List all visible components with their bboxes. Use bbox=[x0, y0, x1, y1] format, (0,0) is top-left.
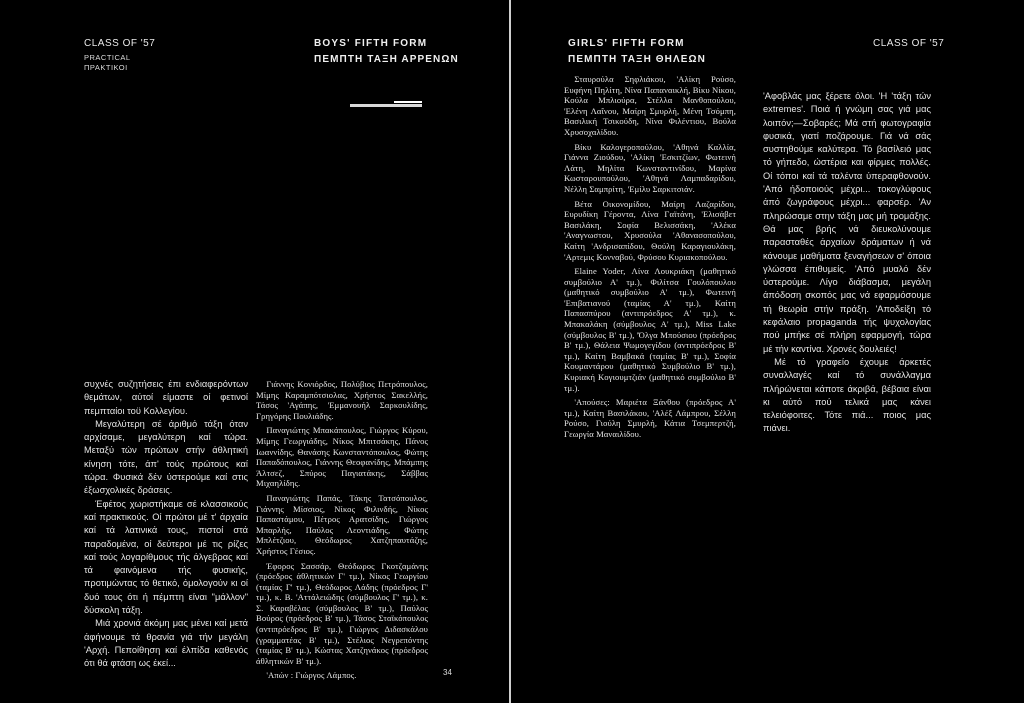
page-number: 34 bbox=[443, 668, 452, 677]
form-subtitle: ΠΕΜΠΤΗ ΤΑΞΗ ΘΗΛΕΩΝ bbox=[568, 54, 706, 65]
page-fold bbox=[509, 0, 511, 703]
form-title: BOYS' FIFTH FORM bbox=[314, 38, 428, 49]
names-paragraph: 'Απών : Γιώργος Λάμπος. bbox=[266, 670, 357, 681]
right-names bbox=[564, 74, 736, 444]
names-paragraph: Σταυρούλα Σηφλιάκου, 'Αλίκη Ρούσο, Ευφήνη Πηλίτη, Νίνα Παπαναικλή, Βίκυ Νίκου, Κούλα Μπλιούρα, Στέλλα Μανθοπούλου, 'Ελένη Λαΐνου, Μαίρη Σμυρλή, Μένη Τσόμπη, Βασιλική Τσικούδη, Νίνα Φιλέντιου, Βούλα Χρυσοχαλίδου. bbox=[564, 74, 736, 137]
right-page bbox=[516, 0, 1024, 703]
left-page bbox=[0, 0, 508, 703]
essay-paragraph: Έφέτος χωριστήκαμε σέ κλασσικούς καί πρακτικούς. Οί πρώτοι μέ τ' άρχαία καί τά λατινικά τους, πιστοί στά παραδομένα, οί δεύτεροι μέ τις ρίζες καί τούς λογαρίθμους τής άλγεβρας καί τά φαινόμενα τής φυσικής, προτιμώντας τό θετικό, όμολογούν κι οί δυό τους ότι ή πέμπτη είναι "μάλλον" δύσκολη τάξη. bbox=[84, 498, 248, 616]
names-paragraph: 'Απούσες: Μαριέτα Ξάνθου (πρόεδρος Α' τμ.), Καίτη Βασιλάκου, 'Αλέξ Λάμπρου, Σέλλη Ρούσο, Γιούλη Σμυρλή, Κάτια Τσεμπερτζή, Γεωργία Μαναιλίδου. bbox=[564, 397, 736, 439]
names-paragraph: Βίκυ Καλογεροπούλου, 'Αθηνά Καλλία, Γιάννα Ζιούδου, 'Αλίκη 'Εσκιτζίων, Φωτεινή Λάτη, Μηλίτα Κωνσταντινίδου, Μαρίνα Κωσταρουπούλου, 'Αθηνά Λαμπαδαρίδου, Νέλλη Σαμπρίτη, 'Εμίλυ Σαρκιτσιάν. bbox=[564, 141, 736, 194]
right-header-class bbox=[873, 38, 944, 49]
left-essay bbox=[84, 378, 248, 671]
photo-edge-highlight bbox=[394, 101, 422, 103]
names-paragraph: Παναγιώτης Μπακάπουλος, Γιώργος Κύρου, Μίμης Γεωργιάδης, Νίκος Μπιτσάκης, Πάνος Ιωαννίδης, Θανάσης Κωνσταντόπουλος, Φώτης Παπαδόπουλος, Γιάννης Θεοφανίδης, Μπάμπης Άλτσεζ, Σπύρος Παγιατάκης, Σάββας Μιχαηλίδης. bbox=[256, 425, 428, 489]
left-names bbox=[256, 379, 428, 685]
right-header-form bbox=[568, 38, 706, 65]
essay-paragraph: Μιά χρονιά άκόμη μας μένει καί μετά άφήνουμε τά θρανία γιά τήν μεγάλη 'Αρχή. Πεποίθηση καί έλπίδα καθενός ότι θά φτάση ως έκεί... bbox=[84, 618, 248, 669]
class-sub-gr: ΠΡΑΚΤΙΚΟΙ bbox=[84, 63, 128, 72]
names-paragraph: Έφορος Σασσάρ, Θεόδωρος Γκοτζαμάνης (πρόεδρος άθλητικών Γ' τμ.), Νίκος Γεωργίου (ταμίας Γ' τμ.), Θεόδωρος Λάδης (πρόεδρος Γ' τμ.), κ. Β. 'Αττάλειώδης (σύμβουλος Γ' τμ.), κ. Σ. Καραβέλας (σύμβουλος Β' τμ.), Παύλος Βούρος (πρόεδρος Β' τμ.), Τάσος Σταϊκόπουλος (αντιπρόεδρος Β' τμ.), Γιώργος Διδασκάλου (γραμματέας Β' τμ.), Στέλιος Νεγρεπόντης (ταμίας Β' τμ.), Κώστας Χατζηνάκος (πρόεδρος άθλητικών Β' τμ.). bbox=[256, 560, 428, 666]
essay-paragraph: 'Αφοβλάς μας ξέρετε όλοι. 'Η 'τάξη τών extremes'. Ποιά ή γνώμη σας γιά μας λοιπόν;—Σοβαρές; Μά στή φωτογραφία φυσικά, γιατί ποζάρουμε. Γιά νά σάς συστηθούμε καλύτερα. Τό βασίλειό μας τό γήπεδο, ώστέρια και φίρμες πολλές. Οί τόποι καί τά ταλέντα ύπεραφθονούν. 'Από ήδοποιούς μέχρι... τοκογλύφους άπό ζωγράφους μέχρι... φαρσέρ. 'Αν πληρώσαμε στην τάξη μας μή τρομάξης. Θά μας βρής νά διευκολύνουμε παρασταθές άρχαίων δράματων ή νά κάνουμε μαθήματα ξεναγήσεων σ' όποια γλώσσα έπιθυμείς. 'Από μυαλό δέν ύστερούμε. Λίγο διάβασμα, μεγάλη άπόδοση σκοπός μας νά εφαρμόσουμε τή θεωρία στήν πράξη. 'Αποδείξη τό κεφάλαιο propaganda τής ψυχολογίας πού μπήκε σέ πλήρη εφαρμογή, τώρα μέ τήν καντίνα. Χρονές δουλειές! bbox=[763, 91, 931, 354]
photo-edge bbox=[350, 104, 422, 107]
essay-paragraph: συχνές συζητήσεις έπι ενδιαφερόντων θεμάτων, αύτοί είμαστε οί φετινοί πεμπταίοι τοϋ Κολλεγίου. bbox=[84, 379, 248, 416]
form-title: GIRLS' FIFTH FORM bbox=[568, 38, 685, 49]
left-header-class bbox=[84, 38, 155, 73]
names-paragraph: Βέτα Οικονομίδου, Μαίρη Λαζαρίδου, Ευρυδίκη Γέροντα, Λίνα Γαϊτάνη, 'Ελισάβετ Βασιλάκη, Σοφία Βελισσάκη, 'Αλέκα 'Αναγνωστου, Χρυσούλα 'Αθανασοπούλου, Καίτη 'Ανδρισαπίδου, Θούλη Καραγιουλάκη, 'Αρτεμις Κονναβού, Φρύσου Κυριακοπούλου. bbox=[564, 198, 736, 262]
class-sub-en: PRACTICAL bbox=[84, 53, 131, 62]
essay-paragraph: Μέ τό γραφείο έχουμε άρκετές συναλλαγές καί τό συνάλλαγμα πλήρώνεται κάποτε άκριβά, βέβαια είναι κι αύτό πού τελικά μας κάνει τελειόφοιτες. Τότε πιά... ποιος μας πιάνει. bbox=[763, 356, 931, 434]
right-essay bbox=[763, 90, 931, 436]
form-subtitle: ΠΕΜΠΤΗ ΤΑΞΗ ΑΡΡΕΝΩΝ bbox=[314, 54, 459, 65]
left-header-form bbox=[314, 38, 459, 65]
names-paragraph: Γιάννης Κονιόρδος, Πολύβιος Πετρόπουλος, Μίμης Καραμπότσιολας, Χρήστος Σακελλής, Τάσος 'Αγάπης, 'Εμμανουήλ Σαρκουλίδης, Γρηγόρης Πουλιάδης. bbox=[256, 379, 428, 421]
class-title: CLASS OF '57 bbox=[873, 38, 945, 49]
class-title: CLASS OF '57 bbox=[84, 38, 156, 49]
names-paragraph: Elaine Yoder, Λίνα Λουκριάκη (μαθητικό συμβούλιο Α' τμ.), Φιλίτσα Γουλόπουλου (μαθητικό συμβούλιο Α' τμ.), Φωτεινή 'Επιβατιανού (ταμίας Α' τμ.), Καίτη Παπασπύρου (αντιπρόεδρος Α' τμ.), κ. Μπακαλάκη (σύμβουλος Α' τμ.), Miss Lake (σύμβουλος Β' τμ.), 'Όλγα Μπούσιου (πρόεδρος Β' τμ.), Θάλεια Ψωμογεγίδου (αντιπρόεδρος Β' τμ.), Καίτη Βαμβακά (ταμίας Β' τμ.), Σοφία Κουμαντάρου (μαθητικό Συμβούλιο Β' τμ.), Κυριακή Κογιουμτζιάν (μαθητικό συμβούλιο Β' τμ.). bbox=[564, 266, 736, 393]
essay-paragraph: Μεγαλύτερη σέ άριθμό τάξη όταν αρχίσαμε, μεγαλύτερη καί τώρα. Μεταξύ τών πρώτων στήν άθλητική κίνηση τότε, άπ' τούς πρώτους καί τώρα. Φυσικά δέν ύστερούμε καί στις έξωσχολικές δράσεις. bbox=[84, 418, 248, 496]
names-paragraph: Παναγιώτης Παπάς, Τάκης Τατσόπουλος, Γιάννης Μίσσιος, Νίκος Φιλινδής, Νίκος Παπαστάμου, Πέτρος Αρατσίδης, Γιώργος Μπαρλής, Παύλος Λεοντιάδης, Φώτης Μπλέτζιου, Θεόδωρος Χατζηπαυτάζης, Χρήστος Γέσιος. bbox=[256, 492, 428, 556]
